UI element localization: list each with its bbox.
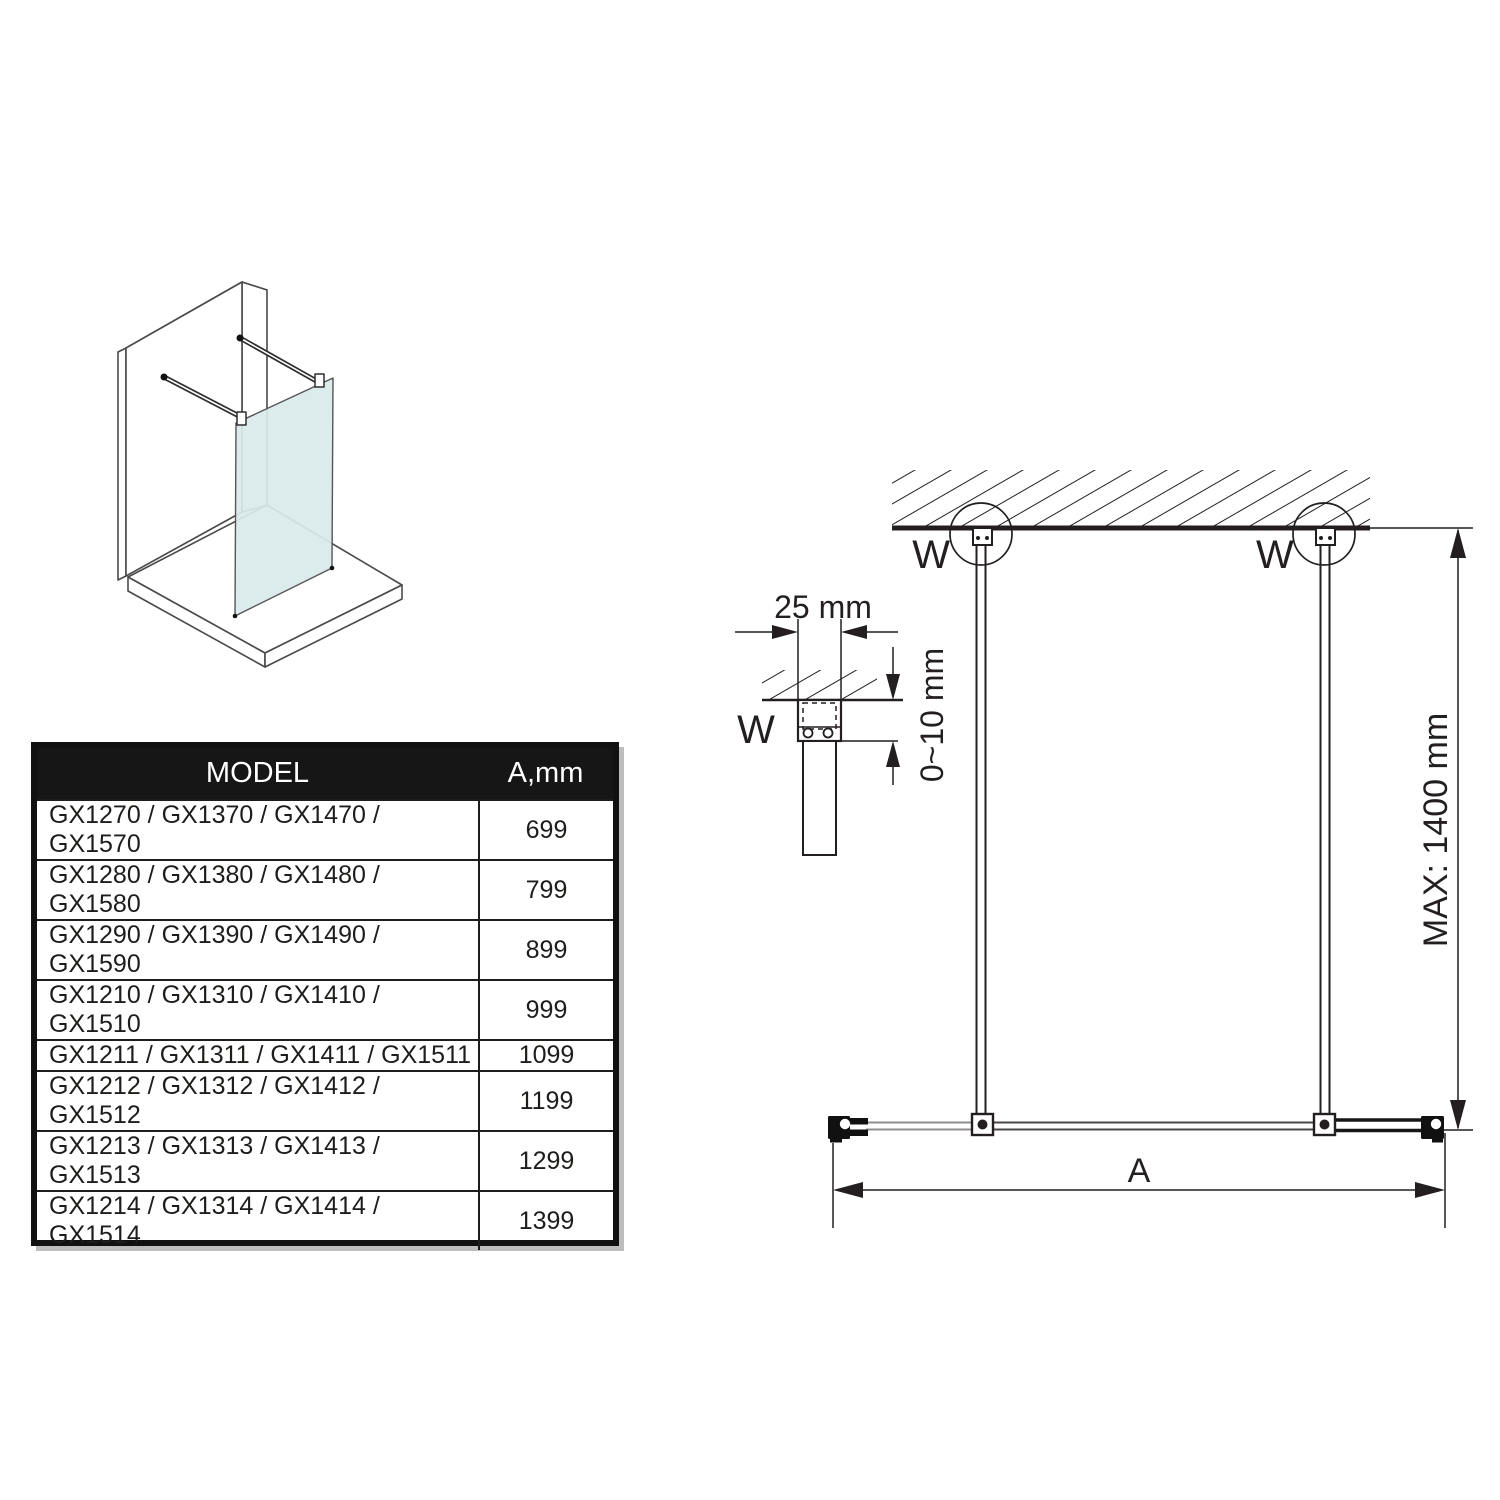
wall-bracket <box>798 700 841 741</box>
model-size-table <box>31 742 619 1249</box>
model-codes: GX1270 / GX1370 / GX1470 / GX1570 <box>49 801 380 858</box>
detail-support-bar <box>803 741 836 855</box>
a-mm-value: 999 <box>478 981 613 1039</box>
glass-panel-plan <box>866 1120 1421 1131</box>
support-bar-left <box>950 503 1012 1114</box>
table-header-row <box>37 748 613 799</box>
table-row <box>37 979 613 1039</box>
detail-wall-hatch <box>762 670 877 700</box>
a-mm-value: 1399 <box>478 1192 613 1250</box>
glass-connector-right <box>1314 1114 1335 1135</box>
table-row <box>37 859 613 919</box>
a-mm-value: 1199 <box>478 1072 613 1130</box>
wall-mount-dot <box>237 335 244 342</box>
wall-hatch <box>892 470 1370 528</box>
glass-connector-left <box>972 1114 993 1135</box>
glass-clamp-iso <box>315 374 324 387</box>
wall-mount-dot <box>161 374 168 381</box>
model-codes: GX1210 / GX1310 / GX1410 / GX1510 <box>49 981 380 1038</box>
dimension-0-10mm <box>841 647 900 785</box>
a-mm-value: 699 <box>478 801 613 859</box>
adjust-gap-label: 0~10 mm <box>914 647 950 783</box>
wall-anchor-label-right: W <box>1256 533 1294 577</box>
a-mm-value: 899 <box>478 921 613 979</box>
table-row <box>37 1039 613 1070</box>
detail-anchor-label: W <box>737 708 775 752</box>
glass-end-clamp-left <box>828 1116 868 1143</box>
bracket-width-label: 25 mm <box>774 589 872 625</box>
a-mm-value: 799 <box>478 861 613 919</box>
table-row <box>37 1130 613 1190</box>
support-bar-right <box>1293 503 1355 1114</box>
table-row <box>37 1190 613 1250</box>
glass-end-clamp-right <box>1421 1116 1444 1143</box>
glass-foot-dot <box>233 614 238 619</box>
table-row <box>37 1070 613 1130</box>
table-row <box>37 799 613 859</box>
glass-clamp-iso <box>237 412 246 425</box>
a-mm-value: 1099 <box>478 1041 613 1070</box>
model-codes: GX1213 / GX1313 / GX1413 / GX1513 <box>49 1132 380 1189</box>
model-codes: GX1280 / GX1380 / GX1480 / GX1580 <box>49 861 380 918</box>
column-header-a-mm: A,mm <box>507 757 584 789</box>
glass-foot-dot <box>330 566 335 571</box>
plan-view <box>735 470 1473 1228</box>
isometric-view <box>118 282 402 667</box>
a-mm-value: 1299 <box>478 1132 613 1190</box>
table-row <box>37 919 613 979</box>
glass-width-label: A <box>1127 1152 1151 1190</box>
model-codes: GX1290 / GX1390 / GX1490 / GX1590 <box>49 921 380 978</box>
wall-anchor-label-left: W <box>912 533 950 577</box>
model-codes: GX1214 / GX1314 / GX1414 / GX1514 <box>49 1192 380 1249</box>
max-length-label: MAX: 1400 mm <box>1417 712 1455 948</box>
model-codes: GX1211 / GX1311 / GX1411 / GX1511 <box>49 1041 472 1069</box>
model-codes: GX1212 / GX1312 / GX1412 / GX1512 <box>49 1072 380 1129</box>
column-header-model: MODEL <box>205 757 310 789</box>
